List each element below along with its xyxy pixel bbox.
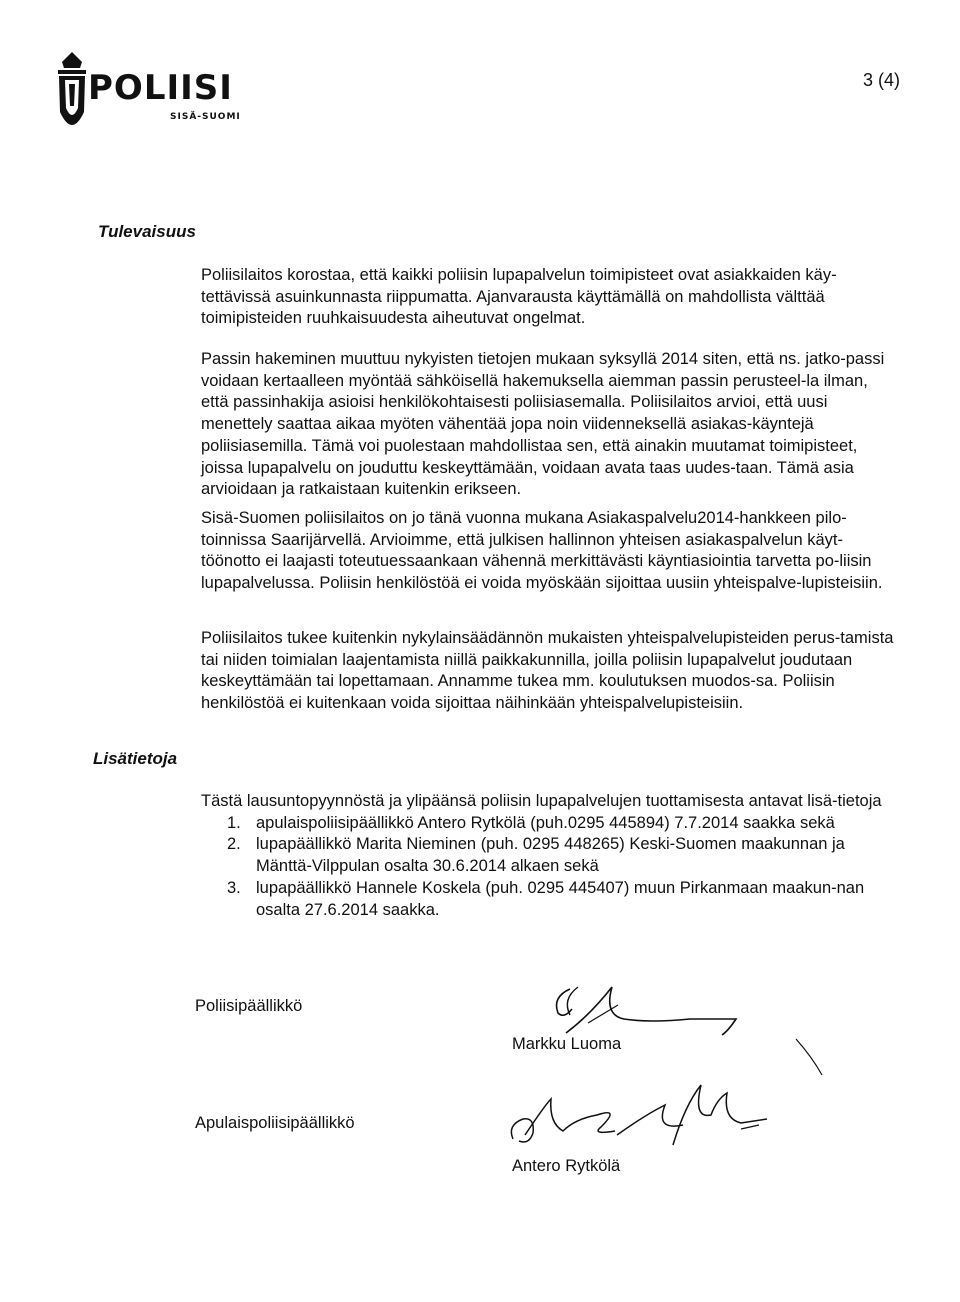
list-number: 1.: [227, 813, 241, 832]
logo-region: SISÄ-SUOMI: [170, 112, 241, 122]
list-text: apulaispoliisipäällikkö Antero Rytkölä (puh.0295 445894) 7.7.2014 saakka sekä: [256, 813, 835, 832]
list-number: 3.: [227, 878, 241, 897]
paragraph-passport: Passin hakeminen muuttuu nykyisten tietojen mukaan syksyllä 2014 siten, että ns. jatko-passi voidaan kertaalleen myöntää sähköisellä hakemuksella aiemman passin perusteel-la ilman, että passinhakija asioisi henkilökohtaisesti poliisiasemalla. Poliisilaitos arvioi, että uusi menettely saattaa aikaa myöten vähentää jopa noin viidenneksellä asiakas-käyntejä poliisiasemilla. Tämä voi puolestaan mahdollistaa sen, että ainakin muutamat toimipisteet, joissa lupapalvelu on jouduttu keskeyttämään, voidaan avata taas uudes-taan. Tämä asia arvioidaan ja ratkaistaan kuitenkin erikseen.: [201, 350, 885, 499]
section-heading-future: Tulevaisuus: [98, 222, 196, 241]
paragraph-pilot: Sisä-Suomen poliisilaitos on jo tänä vuonna mukana Asiakaspalvelu2014-hankkeen pilo-toinnissa Saarijärvellä. Arvioimme, että julkisen hallinnon yhteisen asiakaspalvelun käyt-töönotto ei laajasti toteutuessaankaan vähennä merkittävästi käyntiasiointia tarvetta po-liisin lupapalvelussa. Poliisin henkilöstöä ei voida myöskään sijoittaa uusiin yhteispalve-lupisteisiin.: [201, 509, 883, 593]
list-item: [201, 834, 894, 877]
list-text: lupapäällikkö Hannele Koskela (puh. 0295 445407) muun Pirkanmaan maakun-nan osalta 27.6.2014 saakka.: [256, 878, 865, 919]
police-crest-icon: [52, 50, 92, 140]
contact-list: [201, 813, 894, 922]
more-info-block: [201, 791, 894, 921]
signature-title-chief: Poliisipäällikkö: [195, 997, 303, 1015]
paragraph-service-points: Poliisilaitos korostaa, että kaikki poliisin lupapalvelun toimipisteet ovat asiakkaiden käy-tettävissä asuinkunnasta riippumatta. Ajanvarausta käyttämällä on mahdollista välttää toimipisteiden ruuhkaisuudesta aiheutuvat ongelmat.: [201, 266, 837, 328]
list-number: 2.: [227, 835, 241, 854]
logo-wordmark: POLIISI: [88, 68, 233, 108]
paragraph-support: Poliisilaitos tukee kuitenkin nykylainsäädännön mukaisten yhteispalvelupisteiden perus-tamista tai niiden toimialan laajentamista niillä paikkakunnilla, joilla poliisin lupapalvelut joudutaan keskeyttämään tai lopettamaan. Annamme tukea mm. koulutuksen muodos-sa. Poliisin henkilöstöä ei kuitenkaan voida sijoittaa näihinkään yhteispalvelupisteisiin.: [201, 629, 894, 713]
list-text: lupapäällikkö Marita Nieminen (puh. 0295 448265) Keski-Suomen maakunnan ja Mänttä-Vilppulan osalta 30.6.2014 alkaen sekä: [256, 835, 845, 876]
signature-title-deputy-chief: Apulaispoliisipäällikkö: [195, 1114, 355, 1132]
signature-name-chief: Markku Luoma: [512, 1035, 622, 1053]
more-info-intro: Tästä lausuntopyynnöstä ja ylipäänsä poliisin lupapalvelujen tuottamisesta antavat lisä-tietoja: [201, 792, 882, 810]
signature-name-deputy-chief: Antero Rytkölä: [512, 1157, 621, 1175]
list-item: [201, 878, 894, 921]
list-item: [201, 813, 894, 835]
poliisi-logo: [52, 50, 252, 140]
section-heading-more-info: Lisätietoja: [93, 749, 178, 768]
signature-markku-luoma: [500, 975, 880, 1085]
signature-antero-rytkola: [505, 1075, 775, 1155]
page-number: 3 (4): [862, 70, 900, 90]
